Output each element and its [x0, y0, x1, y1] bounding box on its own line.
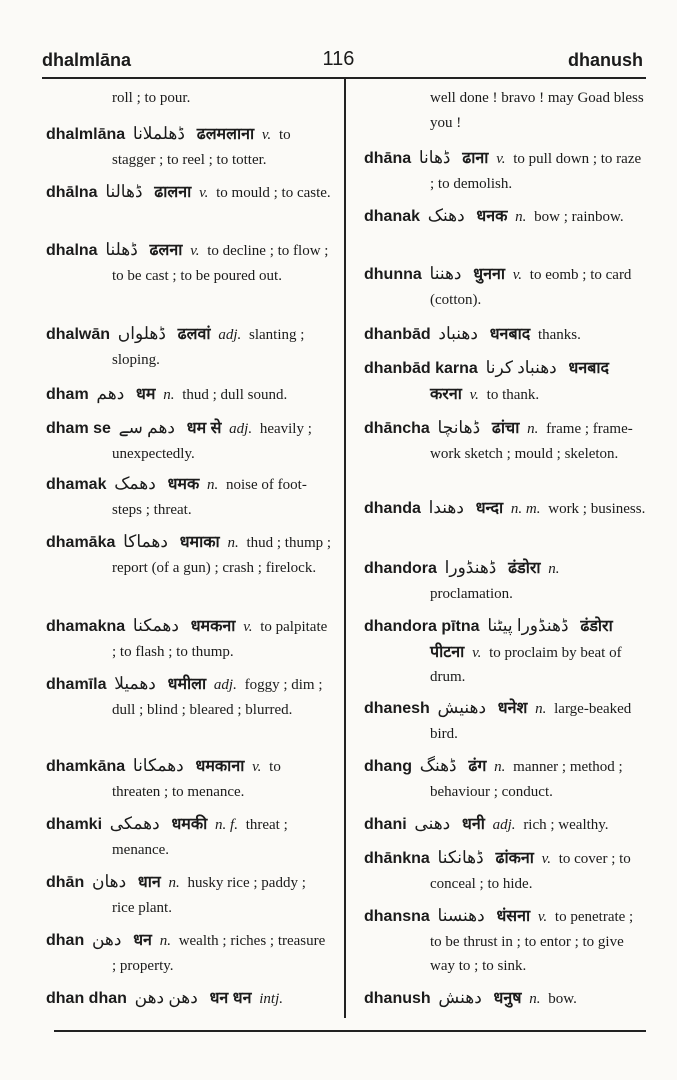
devanagari-script: धमाका — [179, 534, 220, 551]
dictionary-entry — [46, 928, 332, 978]
dictionary-entry — [46, 614, 332, 664]
part-of-speech: n. f. — [215, 817, 238, 833]
gloss: to stagger ; to reel ; to totter. — [112, 127, 291, 168]
dictionary-entry — [364, 322, 648, 348]
headword: dhanda — [364, 500, 421, 517]
gloss: husky rice ; paddy ; rice plant. — [112, 875, 306, 916]
part-of-speech: adj. — [218, 327, 242, 343]
dictionary-entry — [46, 382, 332, 408]
continuation-text: roll ; to pour. — [112, 90, 191, 106]
headword: dhamkāna — [46, 758, 126, 775]
devanagari-script: धनक — [476, 208, 508, 225]
part-of-speech: adj. — [229, 421, 253, 437]
dictionary-entry — [46, 986, 332, 1012]
devanagari-script: ढांचा — [491, 420, 520, 437]
urdu-script: ڈھنڈورا پیٹنا — [487, 616, 569, 635]
gloss: threat ; menance. — [112, 817, 288, 858]
gloss: slanting ; sloping. — [112, 327, 305, 368]
gloss: thanks. — [537, 327, 581, 343]
gloss: bow. — [548, 991, 577, 1007]
headword: dhanbād karna — [364, 360, 478, 377]
headword: dhamki — [46, 816, 103, 833]
gloss: rich ; wealthy. — [523, 817, 609, 833]
dictionary-entry — [364, 146, 648, 196]
headword: dhalna — [46, 242, 98, 259]
part-of-speech: v. — [190, 243, 200, 259]
gloss: to decline ; to flow ; to be cast ; to be poured out. — [112, 243, 329, 284]
dictionary-entry — [364, 846, 648, 896]
dictionary-entry — [364, 356, 648, 407]
headword: dhāncha — [364, 420, 430, 437]
gloss: proclamation. — [430, 585, 513, 602]
headword: dham — [46, 386, 89, 403]
devanagari-script: धनुष — [493, 990, 522, 1007]
urdu-script: دھمیلا — [114, 674, 156, 693]
part-of-speech: v. — [496, 151, 506, 167]
headword: dhamāka — [46, 534, 116, 551]
devanagari-script: धनबाद करना — [430, 360, 609, 403]
devanagari-script: धनेश — [497, 700, 528, 717]
gloss: manner ; method ; behaviour ; conduct. — [430, 759, 623, 800]
part-of-speech: n. — [227, 535, 239, 551]
dictionary-entry — [46, 122, 332, 172]
part-of-speech: n. — [168, 875, 180, 891]
dictionary-entry — [46, 472, 332, 522]
gloss: thud ; thump ; report (of a gun) ; crash ; firelock. — [112, 535, 332, 576]
part-of-speech: n. — [548, 561, 560, 577]
gloss: large-beaked bird. — [430, 701, 632, 742]
devanagari-script: धनी — [462, 816, 485, 833]
urdu-script: دھم — [96, 384, 125, 403]
devanagari-script: धुनना — [473, 266, 505, 283]
devanagari-script: ढलना — [149, 242, 183, 259]
urdu-script: دھماکا — [123, 532, 168, 551]
gloss: to threaten ; to menance. — [112, 759, 281, 800]
urdu-script: ڈھانا — [418, 148, 451, 167]
devanagari-script: धमकाना — [195, 758, 245, 775]
urdu-script: دھنش — [438, 988, 482, 1007]
urdu-script: دھننا — [429, 264, 462, 283]
headword: dhunna — [364, 266, 422, 283]
dictionary-entry — [364, 986, 648, 1012]
part-of-speech: n. — [529, 991, 541, 1007]
devanagari-script: ढंग — [468, 758, 487, 775]
headword: dhansna — [364, 908, 430, 925]
devanagari-script: ढंडोरा — [508, 560, 541, 577]
part-of-speech: n. — [494, 759, 506, 775]
devanagari-script: धम से — [186, 420, 222, 437]
part-of-speech: v. — [537, 909, 548, 925]
gloss: to thank. — [486, 386, 540, 403]
headword: dhan dhan — [46, 990, 127, 1007]
devanagari-script: धन्दा — [475, 500, 504, 517]
gloss: to mould ; to caste. — [216, 185, 331, 201]
urdu-script: دھن — [91, 930, 122, 949]
devanagari-script: धम — [136, 386, 156, 403]
headword: dhandora — [364, 560, 437, 577]
devanagari-script: धंसना — [496, 908, 531, 925]
part-of-speech: n. — [163, 387, 175, 403]
gloss: to penetrate ; to be thrust in ; to entor ; to give way to ; to sink. — [430, 909, 634, 974]
part-of-speech: n. — [207, 477, 219, 493]
part-of-speech: v. — [472, 644, 482, 661]
urdu-script: دھان — [91, 872, 127, 891]
headword: dhāna — [364, 150, 412, 167]
dictionary-entry — [46, 180, 332, 206]
urdu-script: دھنباد کرنا — [485, 358, 557, 377]
headword: dhanak — [364, 208, 421, 225]
headword: dham se — [46, 420, 111, 437]
dictionary-entry — [364, 556, 648, 606]
part-of-speech: v. — [199, 185, 209, 201]
part-of-speech: adj. — [213, 677, 237, 693]
headword: dhalwān — [46, 326, 111, 343]
devanagari-script: धन — [133, 932, 152, 949]
gloss: to palpitate ; to flash ; to thump. — [112, 619, 328, 660]
gloss: to eomb ; to card (cotton). — [430, 267, 632, 308]
urdu-script: دھمکنا — [132, 616, 179, 635]
headword: dhalmlāna — [46, 126, 126, 143]
part-of-speech: intj. — [259, 991, 283, 1007]
urdu-script: دھن دھن — [134, 988, 198, 1007]
urdu-script: دھنباد — [438, 324, 478, 343]
devanagari-script: ढंडोरा पीटना — [430, 618, 613, 661]
headword: dhamak — [46, 476, 107, 493]
urdu-script: دھنی — [414, 814, 451, 833]
guide-word-right: dhanush — [568, 50, 643, 70]
gloss: noise of foot-steps ; threat. — [112, 477, 307, 518]
page-number: 116 — [322, 48, 355, 70]
urdu-script: ڈھانکنا — [437, 848, 484, 867]
devanagari-script: धमकी — [171, 816, 208, 833]
gloss: wealth ; riches ; treasure ; property. — [112, 933, 326, 974]
dictionary-entry — [364, 204, 648, 230]
urdu-script: دھمکی — [109, 814, 160, 833]
dictionary-entry — [46, 754, 332, 804]
dictionary-entry — [46, 238, 332, 288]
part-of-speech: v. — [512, 267, 523, 283]
dictionary-entry — [46, 416, 332, 466]
urdu-script: دھم سے — [118, 418, 175, 437]
guide-word-left: dhalmlāna — [42, 50, 132, 70]
urdu-script: ڈھلملانا — [132, 124, 185, 143]
devanagari-script: धमक — [167, 476, 200, 493]
part-of-speech: v. — [243, 619, 253, 635]
headword: dhānkna — [364, 850, 430, 867]
urdu-script: ڈھلنا — [105, 240, 138, 259]
dictionary-entry — [46, 530, 332, 580]
headword: dhālna — [46, 184, 98, 201]
footer-rule — [54, 1030, 646, 1032]
devanagari-script: धमकना — [190, 618, 236, 635]
devanagari-script: ढालना — [154, 184, 192, 201]
part-of-speech: v. — [469, 386, 479, 403]
devanagari-script: धान — [137, 874, 161, 891]
headword: dhang — [364, 758, 412, 775]
dictionary-entry — [364, 416, 648, 466]
part-of-speech: v. — [252, 759, 262, 775]
headword: dhani — [364, 816, 407, 833]
devanagari-script: ढाना — [462, 150, 489, 167]
dictionary-entry — [364, 614, 648, 690]
devanagari-script: धन धन — [209, 990, 252, 1007]
continuation-text: well done ! bravo ! may Goad bless you ! — [430, 90, 644, 131]
urdu-script: دھمک — [114, 474, 156, 493]
part-of-speech: n. — [515, 209, 527, 225]
dictionary-entry — [364, 812, 648, 838]
part-of-speech: n. — [535, 701, 547, 717]
headword: dhamīla — [46, 676, 107, 693]
urdu-script: ڈھانچا — [437, 418, 481, 437]
headword: dhamakna — [46, 618, 126, 635]
dictionary-entry — [364, 754, 648, 804]
urdu-script: دھنیش — [437, 698, 487, 717]
dictionary-entry — [364, 262, 648, 312]
gloss: bow ; rainbow. — [534, 209, 624, 225]
urdu-script: ڈھالنا — [105, 182, 143, 201]
page-header — [0, 46, 677, 76]
devanagari-script: धनबाद — [489, 326, 531, 343]
urdu-script: دھمکانا — [132, 756, 184, 775]
devanagari-script: ढलमलाना — [196, 126, 255, 143]
dictionary-entry — [364, 696, 648, 746]
gloss: frame ; frame-work sketch ; mould ; skeleton. — [430, 421, 633, 462]
urdu-script: دھنک — [427, 206, 465, 225]
part-of-speech: n. — [159, 933, 171, 949]
part-of-speech: v. — [541, 851, 551, 867]
part-of-speech: v. — [261, 127, 272, 143]
headword: dhanush — [364, 990, 431, 1007]
dictionary-entry — [46, 812, 332, 862]
gloss: thud ; dull sound. — [182, 387, 288, 403]
gloss: to proclaim by beat of drum. — [430, 644, 622, 685]
headword: dhandora pītna — [364, 618, 480, 635]
part-of-speech: n. m. — [510, 501, 541, 517]
gloss: work ; business. — [548, 501, 646, 517]
dictionary-entry — [364, 904, 648, 979]
gloss: foggy ; dim ; dull ; blind ; bleared ; blurred. — [112, 677, 323, 718]
headword: dhanesh — [364, 700, 430, 717]
devanagari-script: ढलवां — [177, 326, 211, 343]
headword: dhan — [46, 932, 85, 949]
devanagari-script: ढांकना — [495, 850, 534, 867]
urdu-script: دھنسنا — [437, 906, 485, 925]
column-divider — [344, 78, 346, 1018]
dictionary-entry — [46, 870, 332, 920]
entry-continuation — [46, 86, 332, 111]
headword: dhān — [46, 874, 85, 891]
urdu-script: ڈھنڈورا — [444, 558, 497, 577]
part-of-speech: n. — [527, 421, 539, 437]
headword: dhanbād — [364, 326, 431, 343]
urdu-script: ڈھلواں — [117, 324, 166, 343]
gloss: to pull down ; to raze ; to demolish. — [430, 151, 642, 192]
urdu-script: ڈھنگ — [419, 756, 457, 775]
urdu-script: دھندا — [428, 498, 464, 517]
devanagari-script: धमीला — [167, 676, 207, 693]
dictionary-entry — [46, 672, 332, 722]
dictionary-entry — [46, 322, 332, 372]
part-of-speech: adj. — [492, 817, 516, 833]
entry-continuation — [364, 86, 648, 135]
dictionary-entry — [364, 496, 648, 522]
gloss: heavily ; unexpectedly. — [112, 421, 312, 462]
gloss: to cover ; to conceal ; to hide. — [430, 851, 631, 892]
